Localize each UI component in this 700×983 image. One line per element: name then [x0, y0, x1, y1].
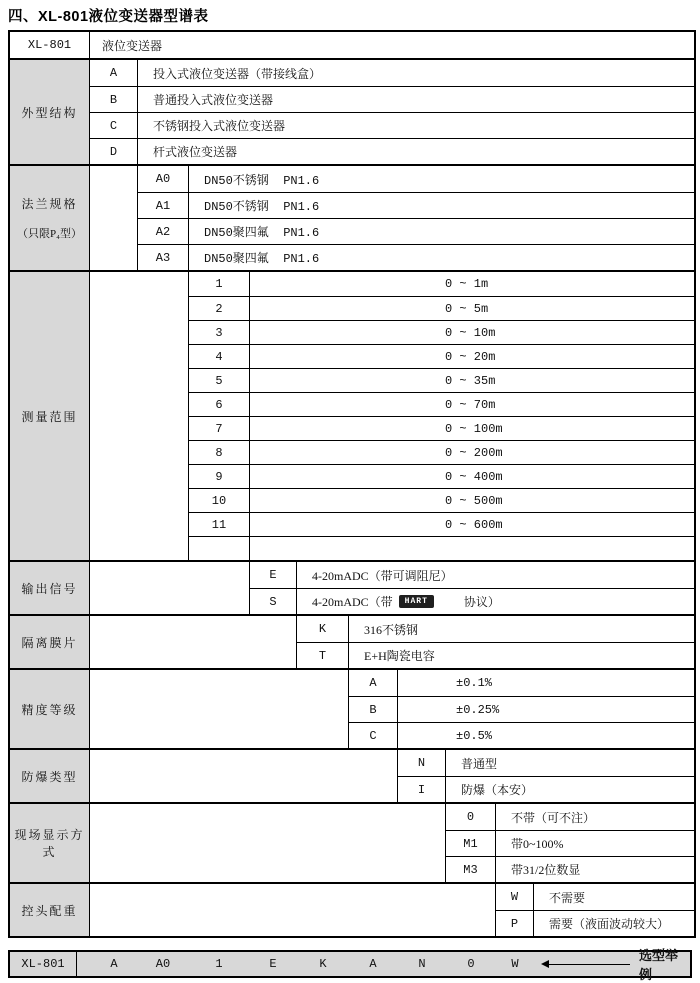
desc-text: 4-20mADC（带: [312, 595, 393, 609]
section-label-text: 现场显示方式: [14, 828, 85, 859]
code-cell: 5: [189, 368, 250, 392]
desc-cell: 0 ~ 1m: [445, 277, 489, 291]
desc-cell: 不带（可不注）: [511, 810, 596, 825]
code-cell: 9: [189, 464, 250, 488]
desc-cell: 0 ~ 400m: [250, 464, 694, 488]
model-code-cell: XL-801: [10, 32, 90, 58]
section-label-text: 防爆类型: [21, 769, 78, 784]
section-label: [10, 616, 90, 668]
desc-cell: 不锈钢投入式液位变送器: [138, 112, 694, 138]
code-cell: W: [496, 884, 534, 910]
section-sublabel-text: （只限P₄型）: [17, 228, 82, 240]
spacer-cell: [90, 562, 250, 614]
code-cell: 2: [189, 296, 250, 320]
desc-cell: 316不锈钢: [364, 622, 419, 637]
desc-cell: [250, 536, 694, 560]
code-cell: T: [297, 642, 349, 668]
spacer-cell: [90, 884, 496, 936]
section-label: [10, 60, 90, 164]
model-name-cell: 液位变送器: [102, 38, 163, 53]
left-arrow-icon: [541, 960, 549, 968]
example-code-diaphragm: K: [319, 957, 327, 971]
section-label: [10, 750, 90, 802]
desc-cell: 0 ~ 600m: [250, 512, 694, 536]
code-cell: N: [398, 750, 446, 776]
section-accuracy: [10, 668, 694, 748]
code-cell: S: [250, 588, 297, 614]
code-cell: M1: [446, 830, 496, 856]
desc-cell: 0 ~ 10m: [250, 320, 694, 344]
desc-cell: 0 ~ 20m: [250, 344, 694, 368]
desc-cell: 防爆（本安）: [446, 776, 694, 802]
section-output: [10, 560, 694, 614]
desc-cell: ±0.1%: [456, 676, 493, 690]
section-label-text: 输出信号: [21, 581, 78, 596]
code-cell: P: [496, 910, 534, 936]
desc-cell: E+H陶瓷电容: [349, 642, 694, 668]
spacer-cell: [90, 804, 446, 882]
example-code-output: E: [269, 957, 277, 971]
code-cell: C: [349, 722, 398, 748]
code-cell: 10: [189, 488, 250, 512]
desc-cell: 0 ~ 5m: [250, 296, 694, 320]
code-cell: A0: [138, 166, 189, 192]
desc-cell: DN50聚四氟 PN1.6: [189, 244, 694, 270]
desc-cell: 0 ~ 500m: [250, 488, 694, 512]
page-title: 四、XL-801液位变送器型谱表: [8, 9, 209, 25]
section-label-text: 精度等级: [21, 702, 78, 717]
desc-cell: 普通型: [461, 756, 498, 771]
code-cell: 0: [446, 804, 496, 830]
desc-cell: 需要（液面波动较大）: [534, 910, 694, 936]
section-label-text: 隔离膜片: [21, 635, 78, 650]
code-cell: 7: [189, 416, 250, 440]
section-label: [10, 670, 90, 748]
example-caption: 选型举例: [639, 948, 679, 982]
desc-cell: 0 ~ 200m: [250, 440, 694, 464]
section-flange: [10, 164, 694, 270]
section-shape: [10, 58, 694, 164]
example-code-shape: A: [110, 957, 118, 971]
section-label-text: 控头配重: [21, 903, 78, 918]
code-cell: C: [90, 112, 138, 138]
code-cell: B: [349, 696, 398, 722]
section-label: [10, 272, 90, 560]
code-cell: M3: [446, 856, 496, 882]
code-cell: 1: [189, 272, 250, 296]
spacer-cell: [90, 670, 349, 748]
spacer-cell: [90, 750, 398, 802]
spacer-cell: [90, 616, 297, 668]
desc-cell: 投入式液位变送器（带接线盒）: [153, 66, 322, 81]
code-cell: 4: [189, 344, 250, 368]
section-label-text: 法兰规格: [21, 197, 78, 211]
example-code-display: 0: [467, 957, 475, 971]
section-label: [10, 884, 90, 936]
section-explosion-proof: [10, 748, 694, 802]
section-label: [10, 804, 90, 882]
desc-cell: 0 ~ 70m: [250, 392, 694, 416]
desc-cell: 4-20mADC（带可调阻尼）: [312, 568, 453, 583]
desc-cell: 带0~100%: [496, 830, 694, 856]
code-cell: B: [90, 86, 138, 112]
section-label: [10, 166, 90, 270]
section-label: [10, 562, 90, 614]
code-cell: A1: [138, 192, 189, 218]
desc-cell: 杆式液位变送器: [138, 138, 694, 164]
section-display: [10, 802, 694, 882]
code-cell: [189, 536, 250, 560]
example-model-code: XL-801: [10, 952, 77, 976]
desc-text: 协议）: [463, 595, 500, 609]
desc-cell: [297, 588, 694, 614]
code-cell: 3: [189, 320, 250, 344]
desc-cell: DN50不锈钢 PN1.6: [189, 192, 694, 218]
example-code-explosion: N: [418, 957, 426, 971]
code-cell: 11: [189, 512, 250, 536]
example-code-weight: W: [511, 957, 519, 971]
section-counterweight: [10, 882, 694, 936]
desc-cell: DN50聚四氟 PN1.6: [189, 218, 694, 244]
desc-cell: 0 ~ 100m: [250, 416, 694, 440]
desc-cell: 普通投入式液位变送器: [138, 86, 694, 112]
desc-cell: ±0.25%: [398, 696, 694, 722]
example-code-accuracy: A: [369, 957, 377, 971]
code-cell: 6: [189, 392, 250, 416]
desc-cell: 不需要: [549, 890, 586, 905]
selection-example-strip: [8, 948, 692, 982]
code-cell: K: [297, 616, 349, 642]
section-diaphragm: [10, 614, 694, 668]
spacer-cell: [90, 272, 189, 560]
header-row: [10, 32, 694, 58]
section-label-text: 外型结构: [21, 105, 78, 120]
code-cell: D: [90, 138, 138, 164]
code-cell: 8: [189, 440, 250, 464]
code-cell: I: [398, 776, 446, 802]
left-arrow-line: [548, 964, 630, 965]
desc-cell: DN50不锈钢 PN1.6: [204, 173, 320, 188]
desc-cell: 带31/2位数显: [496, 856, 694, 882]
code-cell: A3: [138, 244, 189, 270]
code-cell: A2: [138, 218, 189, 244]
section-range: [10, 270, 694, 560]
code-cell: E: [250, 562, 297, 588]
model-selection-table: [8, 30, 696, 938]
code-cell: A: [349, 670, 398, 696]
desc-cell: 0 ~ 35m: [250, 368, 694, 392]
code-cell: A: [90, 60, 138, 86]
section-label-text: 测量范围: [21, 409, 78, 424]
example-code-flange: A0: [155, 957, 171, 971]
hart-protocol-logo: HART: [399, 595, 434, 608]
desc-cell: ±0.5%: [398, 722, 694, 748]
example-code-range: 1: [215, 957, 223, 971]
spacer-cell: [90, 166, 138, 270]
